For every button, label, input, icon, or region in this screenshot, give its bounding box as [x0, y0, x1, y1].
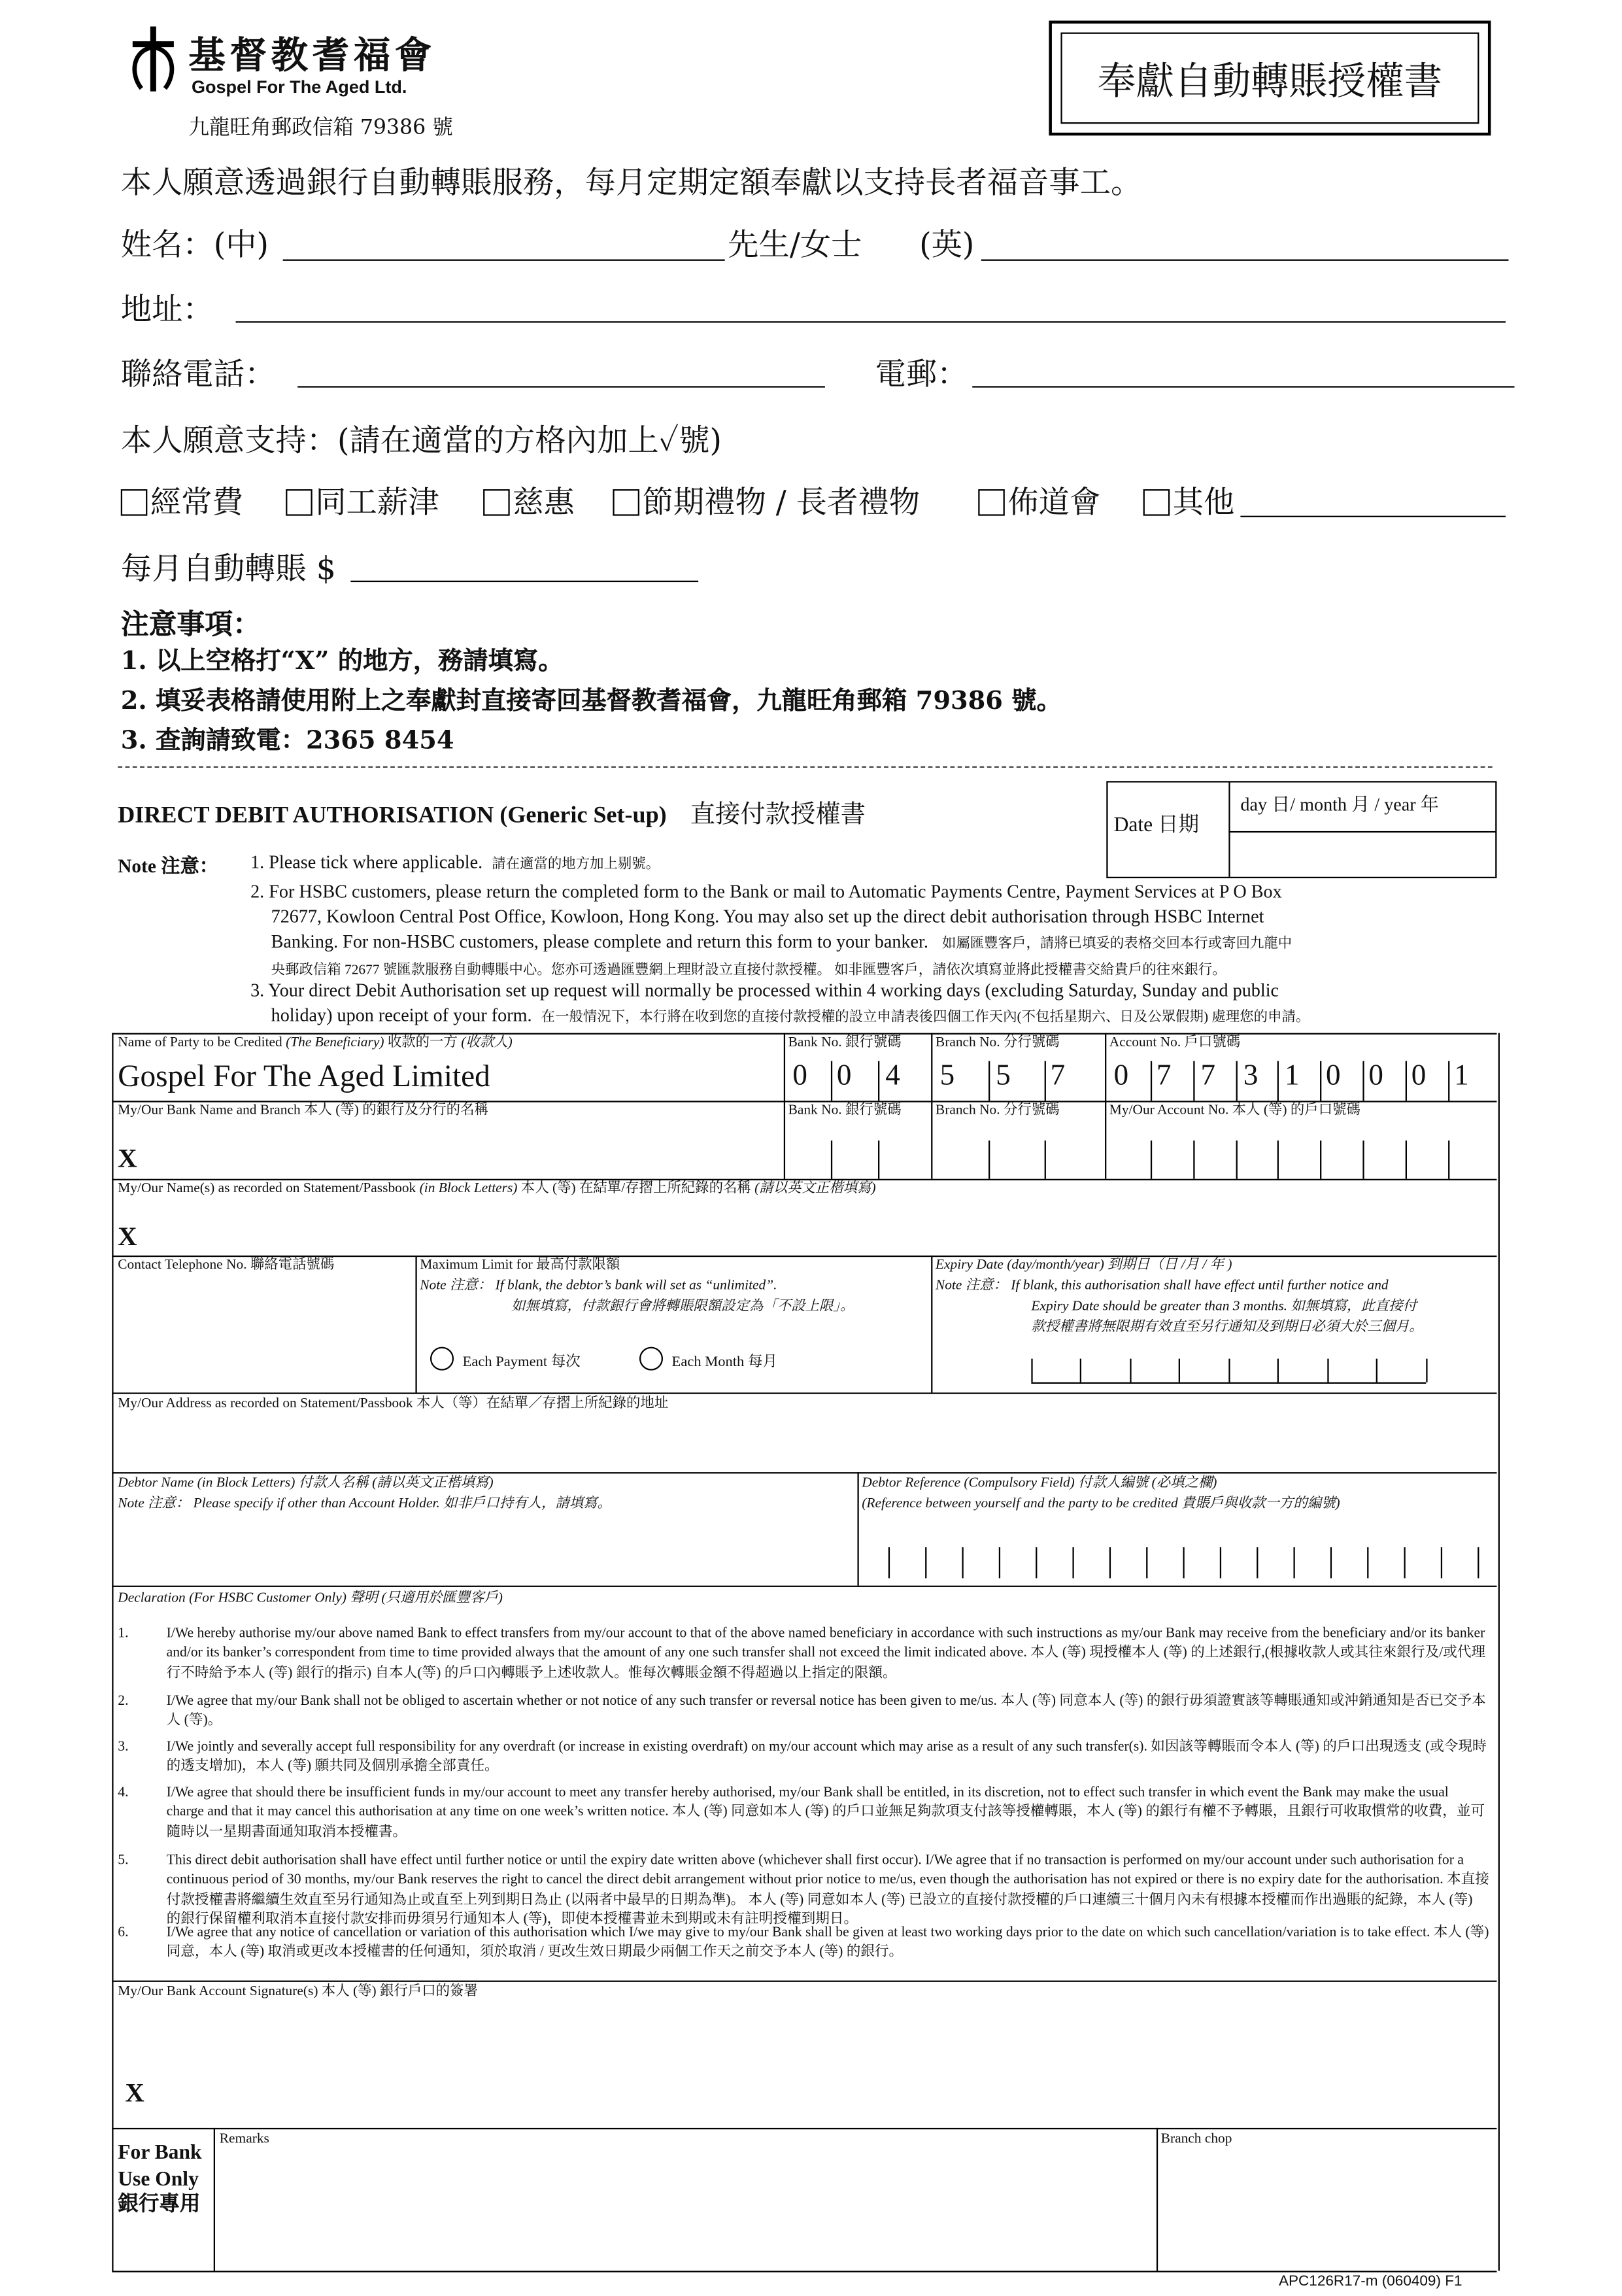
monthly-amount-field[interactable]	[350, 581, 698, 582]
branch-digit: 7	[1050, 1059, 1066, 1092]
names-label: My/Our Name(s) as recorded on Statement/Passbook (in Block Letters) 本人 (等) 在結單/存摺上所紀錄的名稱 (請以英文正楷填寫)	[118, 1182, 876, 1197]
support-option-evangelism[interactable]: 佈道會	[978, 479, 1100, 523]
debtor-name-note: Note 注意： Please specify if other than Account Holder. 如非戶口持有人，請填寫。	[118, 1497, 612, 1512]
checkbox[interactable]	[613, 489, 639, 516]
beneficiary-name: Gospel For The Aged Limited	[118, 1057, 490, 1094]
max-limit-note: Note 注意： If blank, the debtor’s bank will set as “unlimited”.	[420, 1278, 777, 1294]
org-address: 九龍旺角郵政信箱 79386 號	[188, 116, 453, 141]
org-name-cn: 基督教耆福會	[188, 33, 437, 77]
contact-phone-field[interactable]	[115, 1279, 413, 1388]
decl-item: I/We agree that my/our Bank shall not be obliged to ascertain whether or not notice of any such transfer or reversal notice has been given to me/us. 本人 (等) 同意本人 (等) 的銀行毋須證實該等轉賬通知或沖銷通知是否已交予本人 (等)。	[166, 1693, 1486, 1730]
decl-item: I/We hereby authorise my/our above named Bank to effect transfers from my/our account to that of the above named beneficiary in accordance with such instructions as my/our Bank may receive from the beneficiary and/or its banker and/or its banker’s correspondent from time to time provided always that the amount of any one such transfer shall not exceed the limit indicated above. 本人 (等) 現授權本人 (等) 的上述銀行,(根據收款人或其往來銀行及/或代理行不時給予本人 (等) 銀行的指示) 自本人(等) 的戶口內轉賬予上述收款人。惟每次轉賬金額不得超過以上指定的限額。	[166, 1625, 1486, 1681]
my-account-label: My/Our Account No. 本人 (等) 的戶口號碼	[1109, 1103, 1360, 1119]
account-digit: 0	[1326, 1059, 1341, 1092]
note-item: 3. 查詢請致電：2365 8454	[120, 726, 454, 756]
decl-number: 4.	[118, 1784, 129, 1801]
form-title: 奉獻自動轉賬授權書	[1060, 33, 1479, 124]
signature-label: My/Our Bank Account Signature(s) 本人 (等) 銀行戶口的簽署	[118, 1985, 478, 2000]
branch-digit: 5	[939, 1059, 955, 1092]
account-digit: 3	[1243, 1059, 1259, 1092]
name-cn-label: 姓名：(中)	[120, 227, 269, 263]
branch-no-label: Branch No. 分行號碼	[935, 1103, 1060, 1119]
my-bank-label: My/Our Bank Name and Branch 本人 (等) 的銀行及分行的名稱	[118, 1103, 488, 1119]
support-option-regular[interactable]: 經常費	[121, 479, 243, 523]
bank-digit: 0	[836, 1059, 852, 1092]
support-other-field[interactable]	[1240, 516, 1506, 517]
name-en-label: (英)	[919, 227, 975, 263]
each-month-option[interactable]: Each Month 每月	[639, 1347, 777, 1372]
phone-field[interactable]	[297, 386, 825, 387]
account-digit: 0	[1113, 1059, 1129, 1092]
decl-number: 5.	[118, 1852, 129, 1869]
phone-label: 聯絡電話：	[120, 356, 276, 392]
account-digit: 1	[1454, 1059, 1469, 1092]
bank-digit: 0	[792, 1059, 807, 1092]
expiry-note: Expiry Date should be greater than 3 months. 如無填寫，此直接付	[1031, 1299, 1417, 1315]
statement-address-label: My/Our Address as recorded on Statement/Passbook 本人（等）在結單／存摺上所紀錄的地址	[118, 1397, 669, 1412]
account-digit: 1	[1284, 1059, 1300, 1092]
decl-item: I/We jointly and severally accept full responsibility for any overdraft (or increase in existing overdraft) on my/our account which may arise as a result of any such transfer(s). 如因該等轉賬而令本人 (等) 的戶口出現透支 (或令現時的透支增加)，本人 (等) 願共同及個別承擔全部責任。	[166, 1739, 1487, 1775]
cross-logo-icon	[124, 24, 182, 94]
branch-no-label: Branch No. 分行號碼	[935, 1036, 1060, 1051]
cut-line	[118, 766, 1492, 768]
max-limit-note-cn: 如無填寫，付款銀行會將轉賬限額設定為「不設上限」。	[511, 1299, 854, 1315]
each-payment-option[interactable]: Each Payment 每次	[430, 1347, 581, 1372]
email-label: 電郵：	[875, 356, 968, 392]
email-field[interactable]	[972, 386, 1514, 387]
bank-no-label: Bank No. 銀行號碼	[788, 1103, 902, 1119]
contact-label: Contact Telephone No. 聯絡電話號碼	[118, 1258, 335, 1273]
dd-title: DIRECT DEBIT AUTHORISATION (Generic Set-up) 直接付款授權書	[118, 800, 866, 829]
declaration-label: Declaration (For HSBC Customer Only) 聲明 (只適用於匯豐客戶)	[118, 1591, 503, 1607]
my-account-number-field[interactable]	[786, 1123, 1494, 1176]
support-option-gifts[interactable]: 節期禮物 / 長者禮物	[613, 479, 920, 523]
dd-note-2: 72677, Kowloon Central Post Office, Kowloon, Hong Kong. You may also set up the direct debit authorisation through HSBC Internet	[271, 906, 1264, 927]
support-option-charity[interactable]: 慈惠	[483, 479, 575, 523]
radio[interactable]	[430, 1347, 454, 1371]
name-en-field[interactable]	[981, 260, 1509, 261]
intro-text: 本人願意透過銀行自動轉賬服務，每月定期定額奉獻以支持長者福音事工。	[120, 165, 1142, 201]
branch-digit: 5	[996, 1059, 1011, 1092]
note-item: 2. 填妥表格請使用附上之奉獻封直接寄回基督教耆福會，九龍旺角郵箱 79386 號。	[120, 687, 1062, 717]
debtor-ref-field[interactable]	[887, 1546, 1491, 1583]
debtor-name-field[interactable]	[115, 1521, 854, 1583]
support-option-other[interactable]: 其他	[1143, 479, 1235, 523]
org-name-en: Gospel For The Aged Ltd.	[191, 77, 407, 97]
remarks-label: Remarks	[219, 2132, 269, 2148]
radio[interactable]	[639, 1347, 663, 1371]
bank-digit: 4	[885, 1059, 900, 1092]
account-digit: 0	[1411, 1059, 1427, 1092]
x-mark: X	[118, 1143, 137, 1173]
decl-item: I/We agree that any notice of cancellation or variation of this authorisation which I/we may give to my/our Bank shall be given at least two working days prior to the date on which such cancellation/variation is to take effect. 本人 (等) 同意，本人 (等) 取消或更改本授權書的任何通知，須於取消 / 更改生效日期最少兩個工作天之前交予本人 (等) 的銀行。	[166, 1924, 1489, 1961]
address-label: 地址：	[120, 292, 214, 328]
debtor-ref-label: Debtor Reference (Compulsory Field) 付款人編號 (必填之欄)	[862, 1476, 1217, 1492]
my-bank-field[interactable]	[115, 1123, 781, 1176]
monthly-label: 每月自動轉賬 $	[120, 551, 336, 587]
title-label: 先生/女士	[728, 227, 862, 263]
date-box	[1106, 781, 1496, 878]
signature-field[interactable]	[147, 2007, 1491, 2125]
dd-note-2: Banking. For non-HSBC customers, please complete and return this form to your banker. 如屬匯豐客戶，請將已填妥的表格交回本行或寄回九龍中	[271, 931, 1293, 952]
dd-note-3: 3. Your direct Debit Authorisation set up request will normally be processed within 4 working days (excluding Saturday, Sunday and public	[250, 980, 1279, 1001]
expiry-label: Expiry Date (day/month/year) 到期日（日 /月 / 年 )	[935, 1258, 1232, 1273]
account-digit: 7	[1200, 1059, 1216, 1092]
checkbox[interactable]	[1143, 489, 1170, 516]
debtor-ref-note: (Reference between yourself and the party to be credited 貴賬戶與收款一方的編號)	[862, 1497, 1340, 1512]
statement-address-field[interactable]	[115, 1418, 1494, 1469]
max-limit-label: Maximum Limit for 最高付款限額	[420, 1258, 620, 1273]
bank-no-label: Bank No. 銀行號碼	[788, 1036, 902, 1051]
checkbox[interactable]	[121, 489, 148, 516]
expiry-note: 款授權書將無限期有效直至另行通知及到期日必須大於三個月。	[1031, 1320, 1423, 1335]
form-title-box	[1049, 21, 1491, 136]
account-digit: 7	[1156, 1059, 1172, 1092]
expiry-note: Note 注意： If blank, this authorisation shall have effect until further notice and	[935, 1278, 1389, 1294]
branch-chop-label: Branch chop	[1160, 2132, 1232, 2148]
support-option-staff[interactable]: 同工薪津	[286, 479, 439, 523]
form-code: APC126R17-m (060409) F1	[1278, 2273, 1462, 2290]
x-mark: X	[125, 2078, 144, 2108]
note-item: 1. 以上空格打“X” 的地方，務請填寫。	[120, 647, 564, 677]
decl-item: This direct debit authorisation shall have effect until further notice or until the expiry date written above (whichever shall first occur). I/We agree that if no transaction is performed on my/our account under such authorisation for a continuous period of 30 months, my/our Bank reserves the right to cancel the direct debit arrangement without prior notice to me/us, even though the authorisation has not expired or there is no expiry date for the authorisation. 本直接付款授權書將繼續生效直至另行通知為止或直至上列到期日為止 (以兩者中最早的日期為準)。 本人 (等) 同意如本人 (等) 已設立的直接付款授權的戶口連續三十個月內未有根據本授權而作出過賬的紀錄，本人 (等) 的銀行保留權利取消本直接付款安排而毋須另行通知本人 (等)，即使本授權書並未到期或未有註明授權到期日。	[166, 1852, 1489, 1928]
account-names-field[interactable]	[147, 1201, 1491, 1252]
party-label: Name of Party to be Credited (The Beneficiary) 收款的一方 (收款人)	[118, 1036, 513, 1051]
dd-note-3: holiday) upon receipt of your form. 在一般情況下，本行將在收到您的直接付款授權的設立申請表後四個工作天內(不包括星期六、日及公眾假期) 處理您的申請。	[271, 1004, 1310, 1026]
dd-note-2: 2. For HSBC customers, please return the completed form to the Bank or mail to Automatic Payments Centre, Payment Services at P O Box	[250, 881, 1282, 902]
dd-note-1: 1. Please tick where applicable. 請在適當的地方加上剔號。	[250, 851, 660, 873]
checkbox[interactable]	[286, 489, 313, 516]
dd-note-2-cn: 央郵政信箱 72677 號匯款服務自動轉賬中心。您亦可透過匯豐網上理財設立直接付款授權。 如非匯豐客戶，請依次填寫並將此授權書交給貴戶的往來銀行。	[271, 963, 1226, 979]
decl-number: 3.	[118, 1739, 129, 1755]
dd-note-label: Note 注意：	[118, 854, 219, 877]
notes-title: 注意事項：	[120, 608, 261, 642]
account-no-label: Account No. 戶口號碼	[1109, 1036, 1241, 1051]
date-label: Date 日期	[1113, 815, 1200, 837]
x-mark: X	[118, 1222, 137, 1252]
checkbox[interactable]	[978, 489, 1005, 516]
support-label: 本人願意支持：(請在適當的方格內加上✓號)	[120, 422, 722, 458]
debtor-name-label: Debtor Name (in Block Letters) 付款人名稱 (請以英文正楷填寫)	[118, 1476, 494, 1492]
address-field[interactable]	[236, 321, 1506, 322]
decl-number: 6.	[118, 1924, 129, 1941]
decl-number: 1.	[118, 1625, 129, 1642]
bank-use-only-label: For Bank Use Only 銀行專用	[118, 2142, 202, 2217]
decl-item: I/We agree that should there be insufficient funds in my/our account to meet any transfer hereby authorised, my/our Bank shall be entitled, in its discretion, not to effect such transfer in which event the Bank may make the usual charge and that it may cancel this authorisation at any time on one week’s written notice. 本人 (等) 同意如本人 (等) 的戶口並無足夠款項支付該等授權轉賬，本人 (等) 的銀行有權不予轉賬，且銀行可收取慣常的收費，並可隨時以一星期書面通知取消本授權書。	[166, 1784, 1485, 1841]
decl-number: 2.	[118, 1693, 129, 1709]
date-field[interactable]	[1232, 832, 1494, 874]
checkbox[interactable]	[483, 489, 510, 516]
date-format: day 日/ month 月 / year 年	[1240, 794, 1439, 815]
account-digit: 0	[1368, 1059, 1383, 1092]
name-cn-field[interactable]	[283, 260, 725, 261]
